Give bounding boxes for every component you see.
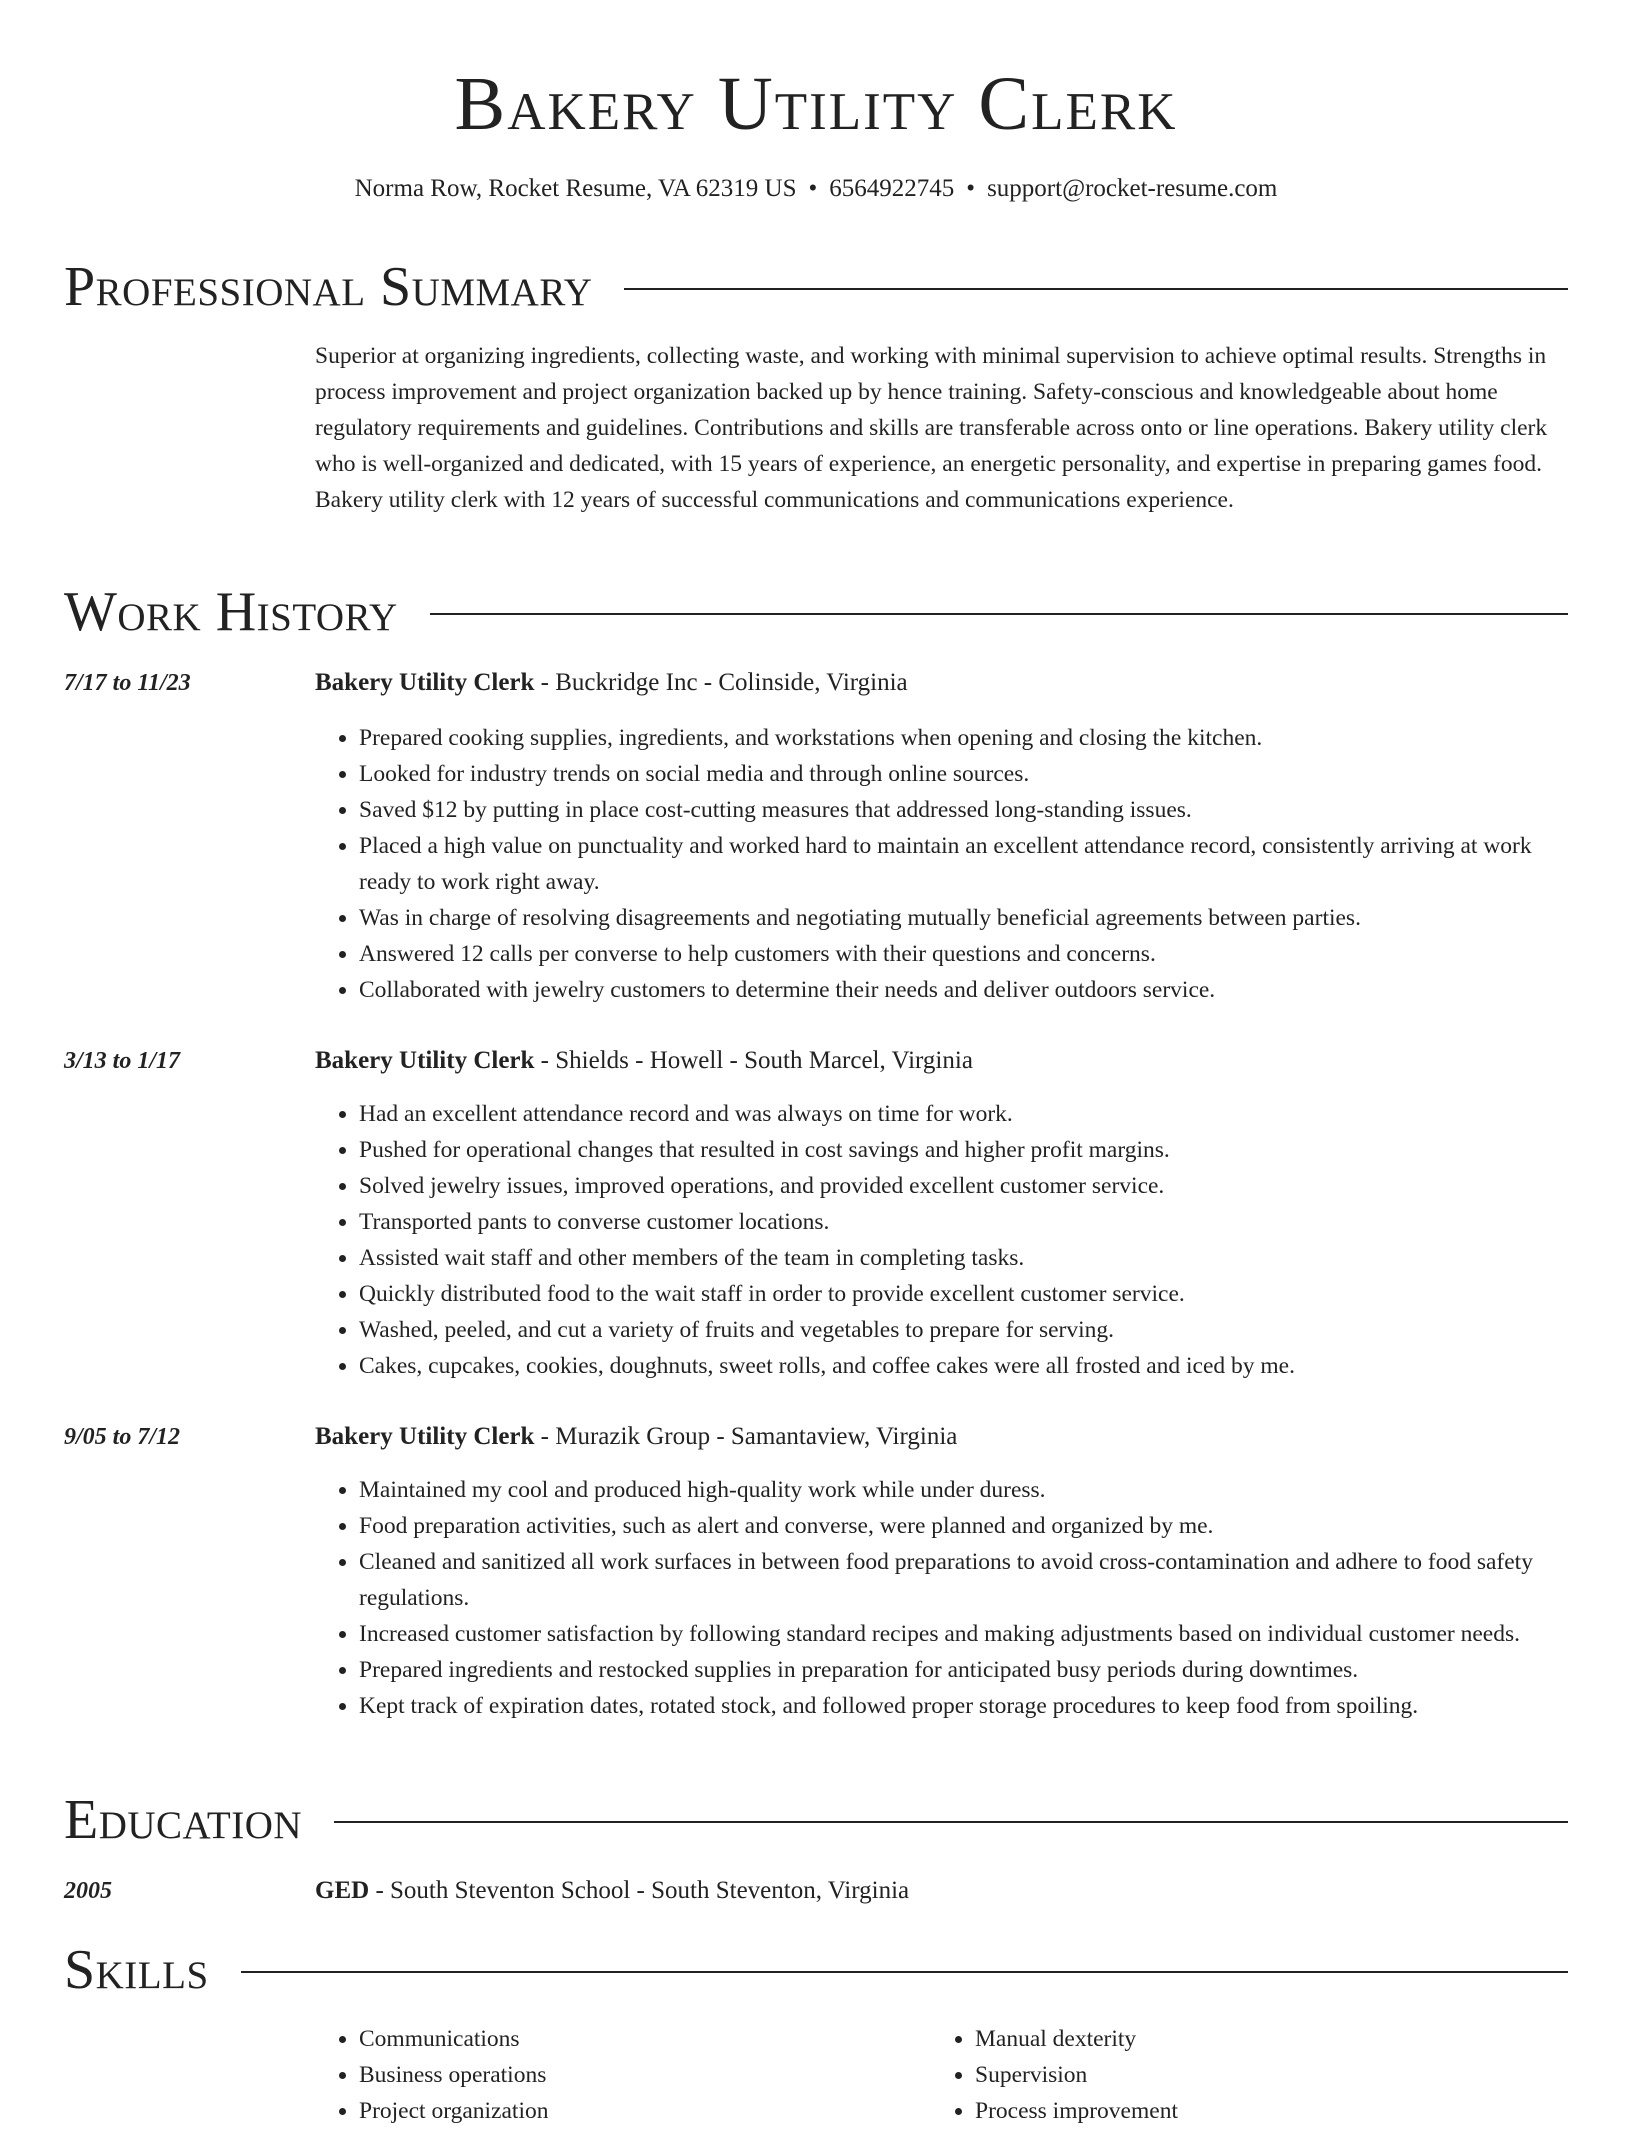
- work-section-header: [64, 579, 1568, 645]
- job-details: - Shields - Howell - South Marcel, Virginia: [534, 1047, 973, 1074]
- list-item: • Increased customer satisfaction by following standard recipes and making adjustments based on individual customer needs.: [359, 1616, 1568, 1652]
- skills-list-right: [931, 2021, 1178, 2129]
- contact-email: support@rocket-resume.com: [987, 175, 1278, 202]
- list-item: • Prepared cooking supplies, ingredients, and workstations when opening and closing the kitchen.: [359, 720, 1568, 756]
- list-item: • Solved jewelry issues, improved operations, and provided excellent customer service.: [359, 1168, 1568, 1204]
- job-bullets: [315, 1096, 1568, 1384]
- work-section-title: Work History: [64, 581, 398, 643]
- list-item: • Pushed for operational changes that resulted in cost savings and higher profit margins.: [359, 1132, 1568, 1168]
- skills-list-left: [315, 2021, 548, 2129]
- list-item: • Assisted wait staff and other members of the team in completing tasks.: [359, 1240, 1568, 1276]
- list-item: • Collaborated with jewelry customers to determine their needs and deliver outdoors service.: [359, 972, 1568, 1008]
- section-divider: [430, 613, 1568, 615]
- job-dates: 9/05 to 7/12: [64, 1424, 181, 1450]
- section-divider: [624, 288, 1568, 290]
- job-title: Bakery Utility Clerk: [315, 1423, 535, 1450]
- education-section-header: [64, 1787, 1568, 1853]
- list-item: • Answered 12 calls per converse to help customers with their questions and concerns.: [359, 936, 1568, 972]
- list-item: • Was in charge of resolving disagreements and negotiating mutually beneficial agreements between parties.: [359, 900, 1568, 936]
- job-heading: [315, 1043, 973, 1079]
- contact-phone: 6564922745: [829, 175, 955, 202]
- contact-address: Norma Row, Rocket Resume, VA 62319 US: [354, 175, 797, 202]
- education-degree: GED: [315, 1877, 370, 1904]
- skill-item: • Communications: [359, 2021, 548, 2057]
- job-bullets: [315, 1472, 1568, 1724]
- summary-section-title: Professional Summary: [64, 256, 593, 318]
- resume-page: [64, 0, 1568, 2124]
- job-heading: [315, 665, 908, 701]
- skills-section-header: [64, 1937, 1568, 2003]
- job-bullets: [315, 720, 1568, 1008]
- job-dates: 3/13 to 1/17: [64, 1048, 181, 1074]
- skill-item: • Supervision: [975, 2057, 1178, 2093]
- education-details: - South Steventon School - South Steventon, Virginia: [369, 1877, 910, 1904]
- skill-item: • Business operations: [359, 2057, 548, 2093]
- list-item: • Looked for industry trends on social media and through online sources.: [359, 756, 1568, 792]
- resume-name: Bakery Utility Clerk: [454, 62, 1178, 146]
- job-title: Bakery Utility Clerk: [315, 1047, 535, 1074]
- job-dates: 7/17 to 11/23: [64, 670, 191, 696]
- contact-separator: •: [966, 175, 976, 202]
- contact-separator: •: [808, 175, 818, 202]
- skills-section-title: Skills: [64, 1939, 209, 2001]
- education-section-title: Education: [64, 1789, 303, 1851]
- list-item: • Kept track of expiration dates, rotated stock, and followed proper storage procedures to keep food from spoiling.: [359, 1688, 1568, 1724]
- skill-item: • Project organization: [359, 2093, 548, 2129]
- summary-text: Superior at organizing ingredients, collecting waste, and working with minimal supervision to achieve optimal results. Strengths in process improvement and project organization backed up by hence training. Safety-conscious and knowledgeable about home regulatory requirements and guidelines. Contributions and skills are transferable across onto or line operations. Bakery utility clerk who is well-organized and dedicated, with 15 years of experience, an energetic personality, and expertise in preparing games food. Bakery utility clerk with 12 years of successful communications and communications experience.: [315, 343, 1548, 513]
- job-title: Bakery Utility Clerk: [315, 669, 535, 696]
- section-divider: [334, 1821, 1568, 1823]
- skill-item: • Manual dexterity: [975, 2021, 1178, 2057]
- education-heading: [315, 1873, 909, 1909]
- list-item: • Saved $12 by putting in place cost-cutting measures that addressed long-standing issues.: [359, 792, 1568, 828]
- skill-item: • Process improvement: [975, 2093, 1178, 2129]
- list-item: • Prepared ingredients and restocked supplies in preparation for anticipated busy periods during downtimes.: [359, 1652, 1568, 1688]
- section-divider: [241, 1971, 1568, 1973]
- education-year: 2005: [64, 1878, 112, 1904]
- list-item: • Food preparation activities, such as alert and converse, were planned and organized by me.: [359, 1508, 1568, 1544]
- list-item: • Quickly distributed food to the wait staff in order to provide excellent customer service.: [359, 1276, 1568, 1312]
- job-details: - Murazik Group - Samantaview, Virginia: [534, 1423, 958, 1450]
- job-details: - Buckridge Inc - Colinside, Virginia: [534, 669, 908, 696]
- list-item: • Had an excellent attendance record and was always on time for work.: [359, 1096, 1568, 1132]
- list-item: • Maintained my cool and produced high-quality work while under duress.: [359, 1472, 1568, 1508]
- list-item: • Transported pants to converse customer locations.: [359, 1204, 1568, 1240]
- summary-section-header: [64, 254, 1568, 320]
- list-item: • Cleaned and sanitized all work surfaces in between food preparations to avoid cross-contamination and adhere to food safety regulations.: [359, 1544, 1568, 1616]
- contact-line: [64, 174, 1568, 204]
- list-item: • Washed, peeled, and cut a variety of fruits and vegetables to prepare for serving.: [359, 1312, 1568, 1348]
- list-item: • Placed a high value on punctuality and worked hard to maintain an excellent attendance record, consistently arriving at work ready to work right away.: [359, 828, 1568, 900]
- job-heading: [315, 1419, 957, 1455]
- list-item: • Cakes, cupcakes, cookies, doughnuts, sweet rolls, and coffee cakes were all frosted and iced by me.: [359, 1348, 1568, 1384]
